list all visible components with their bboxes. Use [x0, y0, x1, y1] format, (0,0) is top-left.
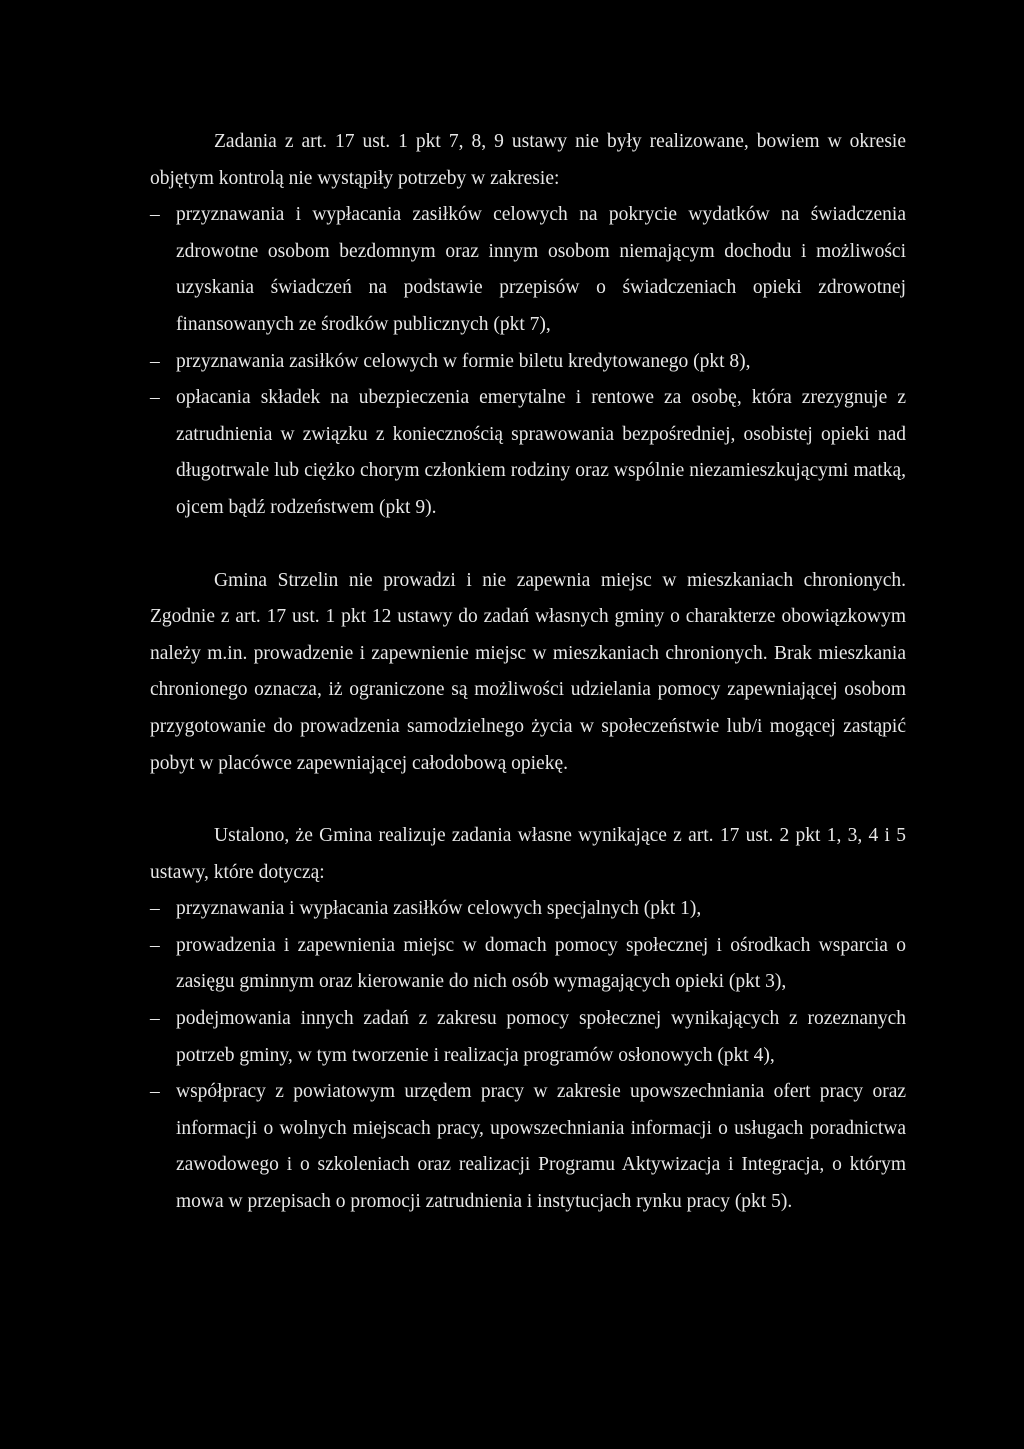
section3-intro: Ustalono, że Gmina realizuje zadania własne wynikające z art. 17 ust. 2 pkt 1, 3, 4 i 5 ustawy, które dotyczą:: [150, 825, 906, 883]
list-item: – podejmowania innych zadań z zakresu pomocy społecznej wynikających z rozeznanych potrzeb gminy, w tym tworzenie i realizacja programów osłonowych (pkt 4),: [150, 1001, 906, 1074]
list-item: – przyznawania i wypłacania zasiłków celowych specjalnych (pkt 1),: [150, 891, 906, 928]
list-item: – przyznawania zasiłków celowych w formie biletu kredytowanego (pkt 8),: [150, 344, 906, 381]
section3-list: [150, 891, 906, 1220]
document-page: [150, 124, 906, 1221]
section1-intro: Zadania z art. 17 ust. 1 pkt 7, 8, 9 ustawy nie były realizowane, bowiem w okresie objętym kontrolą nie wystąpiły potrzeby w zakresie:: [150, 131, 906, 189]
list-item: – prowadzenia i zapewnienia miejsc w domach pomocy społecznej i ośrodkach wsparcia o zasięgu gminnym oraz kierowanie do nich osób wymagających opieki (pkt 3),: [150, 928, 906, 1001]
section1-list: [150, 197, 906, 526]
paragraph-spacer: [150, 782, 906, 818]
paragraph-spacer: [150, 527, 906, 563]
list-item: – opłacania składek na ubezpieczenia emerytalne i rentowe za osobę, która zrezygnuje z zatrudnienia w związku z koniecznością sprawowania bezpośredniej, osobistej opieki nad długotrwale lub ciężko chorym członkiem rodziny oraz wspólnie niezamieszkującymi matką, ojcem bądź rodzeństwem (pkt 9).: [150, 380, 906, 526]
list-item: – przyznawania i wypłacania zasiłków celowych na pokrycie wydatków na świadczenia zdrowotne osobom bezdomnym oraz innym osobom niemającym dochodu i możliwości uzyskania świadczeń na podstawie przepisów o świadczeniach opieki zdrowotnej finansowanych ze środków publicznych (pkt 7),: [150, 197, 906, 343]
list-item: – współpracy z powiatowym urzędem pracy w zakresie upowszechniania ofert pracy oraz informacji o wolnych miejscach pracy, upowszechniania informacji o usługach poradnictwa zawodowego i o szkoleniach oraz realizacji Programu Aktywizacja i Integracja, o którym mowa w przepisach o promocji zatrudnienia i instytucjach rynku pracy (pkt 5).: [150, 1074, 906, 1220]
section2-paragraph: Gmina Strzelin nie prowadzi i nie zapewnia miejsc w mieszkaniach chronionych. Zgodnie z art. 17 ust. 1 pkt 12 ustawy do zadań własnych gminy o charakterze obowiązkowym należy m.in. prowadzenie i zapewnienie miejsc w mieszkaniach chronionych. Brak mieszkania chronionego oznacza, iż ograniczone są możliwości udzielania pomocy zapewniającej osobom przygotowanie do prowadzenia samodzielnego życia w społeczeństwie lub/i mogącej zastąpić pobyt w placówce zapewniającej całodobową opiekę.: [150, 569, 906, 774]
